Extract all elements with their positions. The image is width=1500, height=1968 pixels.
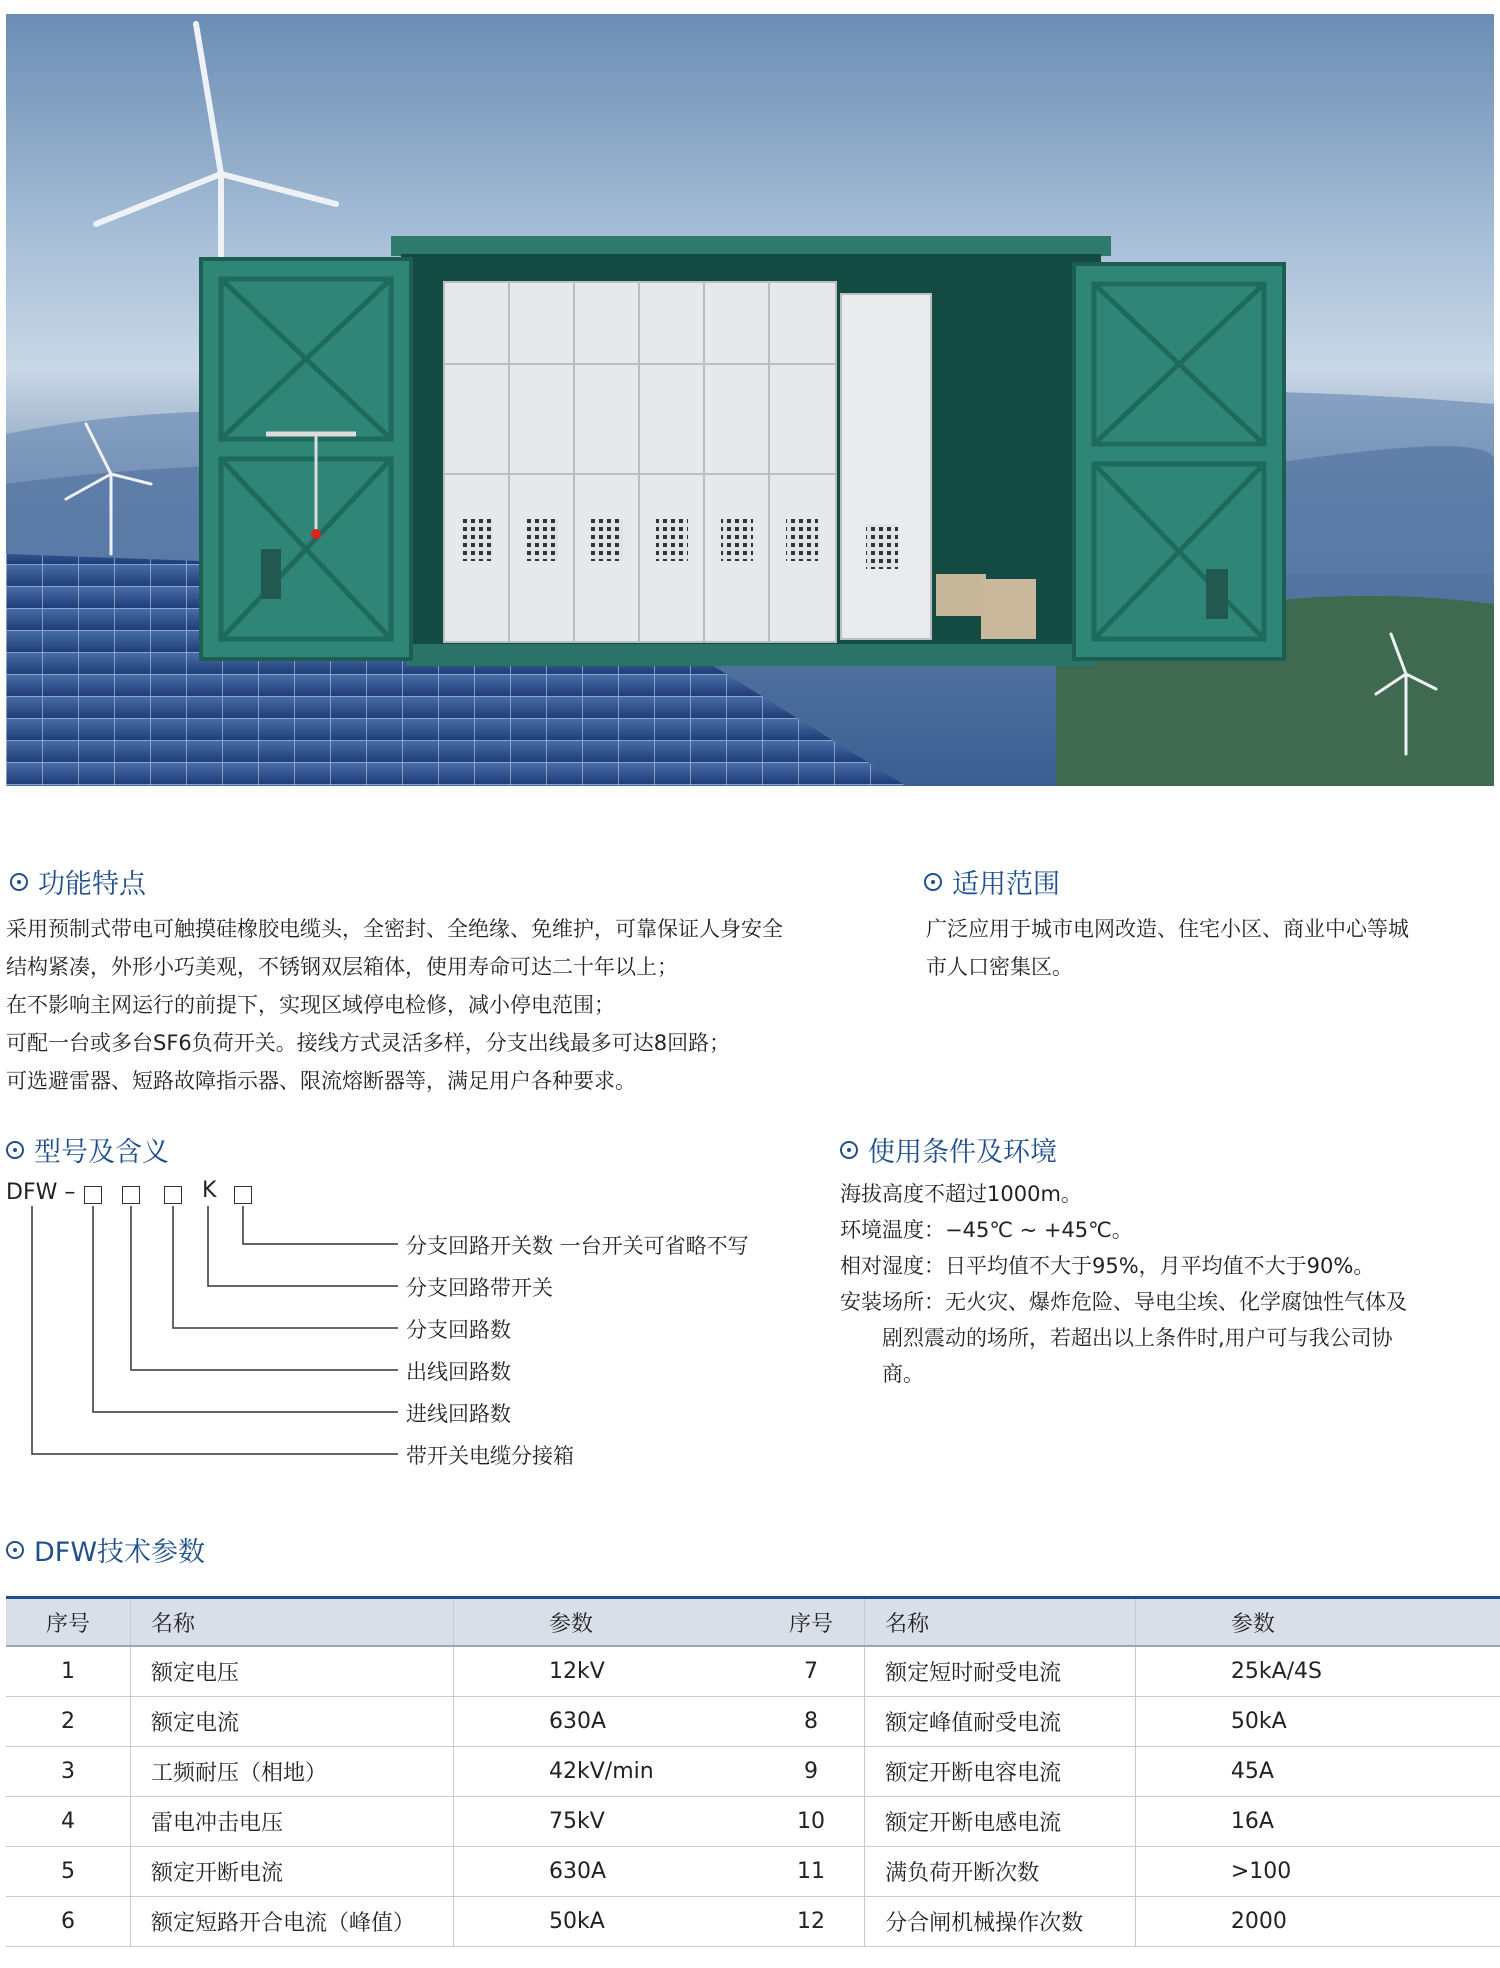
features-text (6, 910, 783, 1100)
circle-bullet-icon (6, 1141, 24, 1159)
features-line: 可选避雷器、短路故障指示器、限流熔断器等，满足用户各种要求。 (6, 1069, 636, 1093)
table-header-row (6, 1598, 859, 1647)
header-index: 序号 (758, 1598, 865, 1647)
header-name: 名称 (865, 1598, 1136, 1647)
switchgear-photo-illustration (6, 14, 1494, 786)
conditions-text (840, 1176, 1407, 1392)
features-section-title: 功能特点 (10, 862, 146, 901)
features-line: 采用预制式带电可触摸硅橡胶电缆头，全密封、全绝缘、免维护，可靠保证人身安全 (6, 917, 783, 941)
wind-turbine-icon (96, 24, 336, 259)
table-row: 9 额定开断电容电流 45A (758, 1747, 1500, 1797)
table-header-row (758, 1598, 1500, 1647)
table-row: 8 额定峰值耐受电流 50kA (758, 1697, 1500, 1747)
legend-item: 出线回路数 (406, 1360, 511, 1384)
table-row: 7 额定短时耐受电流 25kA/4S (758, 1646, 1500, 1697)
conditions-line: 环境温度：−45℃ ~ +45℃。 (840, 1218, 1133, 1242)
header-index: 序号 (6, 1598, 131, 1647)
header-name: 名称 (131, 1598, 454, 1647)
conditions-line: 剧烈震动的场所，若超出以上条件时,用户可与我公司协 (882, 1326, 1393, 1350)
model-letter-k: K (202, 1178, 217, 1203)
scope-line: 市人口密集区。 (926, 955, 1073, 979)
conditions-section-title: 使用条件及环境 (840, 1130, 1057, 1169)
conditions-line: 海拔高度不超过1000m。 (840, 1182, 1082, 1206)
circle-bullet-icon (6, 1541, 24, 1559)
cabinet-left-door (201, 259, 411, 659)
legend-item: 带开关电缆分接箱 (406, 1444, 574, 1468)
table-row: 12 分合闸机械操作次数 2000 (758, 1897, 1500, 1947)
scope-line: 广泛应用于城市电网改造、住宅小区、商业中心等城 (926, 917, 1409, 941)
features-line: 在不影响主网运行的前提下，实现区域停电检修，减小停电范围； (6, 993, 615, 1017)
table-row: 3 工频耐压（相地） 42kV/min (6, 1747, 859, 1797)
conditions-line: 相对湿度：日平均值不大于95%，月平均值不大于90%。 (840, 1254, 1375, 1278)
table-row: 1 额定电压 12kV (6, 1646, 859, 1697)
table-row: 10 额定开断电感电流 16A (758, 1797, 1500, 1847)
legend-item: 进线回路数 (406, 1402, 511, 1426)
params-table-left (6, 1596, 859, 1947)
table-row: 5 额定开断电流 630A (6, 1847, 859, 1897)
legend-item: 分支回路开关数 一台开关可省略不写 (406, 1234, 749, 1258)
circle-bullet-icon (924, 873, 942, 891)
product-photo (6, 14, 1494, 786)
circle-bullet-icon (840, 1141, 858, 1159)
model-section-title: 型号及含义 (6, 1130, 169, 1169)
conditions-line: 商。 (882, 1362, 924, 1386)
conditions-line: 安装场所：无火灾、爆炸危险、导电尘埃、化学腐蚀性气体及 (840, 1290, 1407, 1314)
model-legend-lines (0, 1200, 420, 1470)
table-row: 6 额定短路开合电流（峰值） 50kA (6, 1897, 859, 1947)
table-row: 4 雷电冲击电压 75kV (6, 1797, 859, 1847)
params-table-right (758, 1596, 1500, 1947)
scope-section-title: 适用范围 (924, 862, 1060, 901)
header-value: 参数 (454, 1598, 860, 1647)
table-row: 11 满负荷开断次数 >100 (758, 1847, 1500, 1897)
legend-item: 分支回路带开关 (406, 1276, 553, 1300)
params-section-title: DFW技术参数 (6, 1530, 205, 1569)
features-line: 结构紧凑，外形小巧美观，不锈钢双层箱体，使用寿命可达二十年以上； (6, 955, 678, 979)
circle-bullet-icon (10, 873, 28, 891)
features-line: 可配一台或多台SF6负荷开关。接线方式灵活多样，分支出线最多可达8回路； (6, 1031, 731, 1055)
table-row: 2 额定电流 630A (6, 1697, 859, 1747)
header-value: 参数 (1135, 1598, 1500, 1647)
cabinet-right-door (1074, 264, 1284, 659)
scope-text (926, 910, 1409, 986)
model-code-prefix: DFW – (6, 1180, 76, 1205)
legend-item: 分支回路数 (406, 1318, 511, 1342)
